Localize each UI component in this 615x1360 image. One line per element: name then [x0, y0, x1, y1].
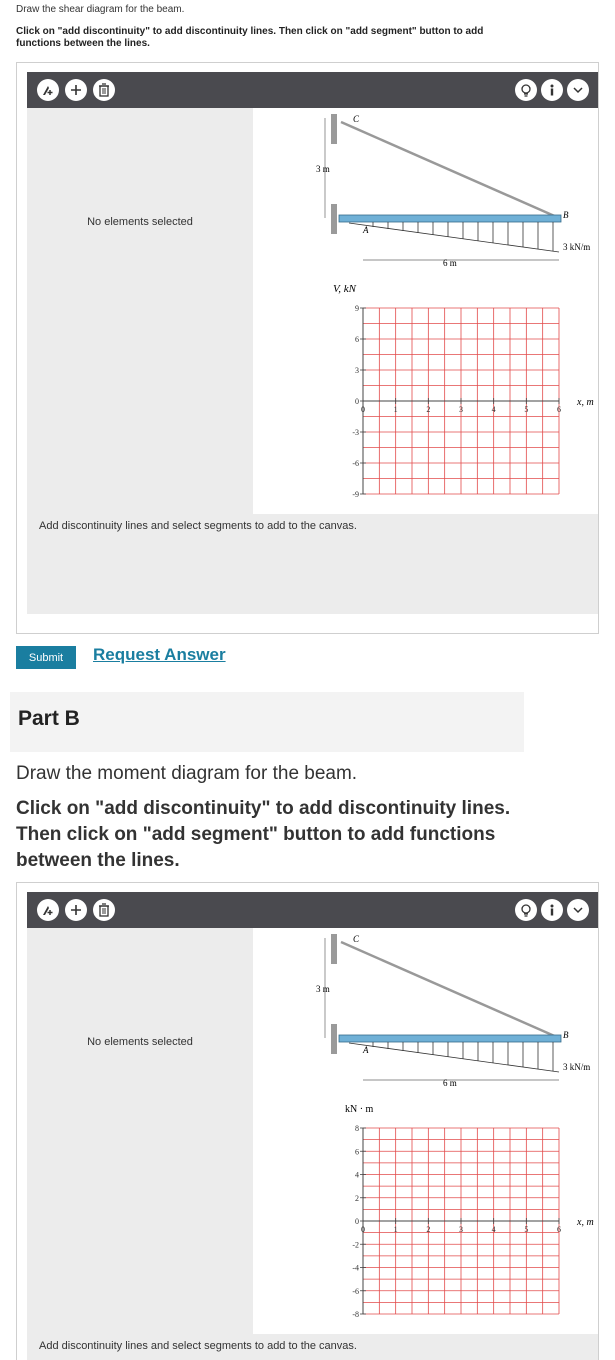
x-axis-label: x, m [577, 1217, 594, 1228]
y-axis-label: kN · m [345, 1104, 374, 1115]
length-label: 6 m [443, 258, 457, 268]
hint-icon [519, 83, 533, 97]
x-tick-label: 0 [361, 405, 365, 414]
load-profile [349, 1043, 559, 1072]
cable [341, 942, 559, 1038]
load-label: 3 kN/m [563, 1062, 591, 1072]
load-label: 3 kN/m [563, 242, 591, 252]
y-tick-label: 4 [355, 1170, 359, 1180]
y-tick-label: 0 [355, 397, 359, 406]
part-b-tool [16, 882, 599, 1360]
x-tick-label: 6 [557, 405, 561, 414]
y-tick-label: -4 [352, 1263, 359, 1273]
part-b-header [10, 692, 524, 752]
shear-grid [352, 304, 561, 499]
delete-button[interactable] [93, 899, 115, 921]
cable [341, 122, 559, 218]
y-tick-label: 0 [355, 1217, 359, 1226]
length-label: 6 m [443, 1078, 457, 1088]
wall-support-a [331, 204, 337, 234]
x-tick-label: 4 [491, 1225, 496, 1234]
info-icon [545, 83, 559, 97]
part-a-tool [16, 62, 599, 634]
canvas-message-area [27, 514, 598, 614]
expand-button[interactable] [567, 79, 589, 101]
x-tick-label: 2 [426, 405, 431, 414]
beam-figure [253, 928, 599, 1334]
x-tick-label: 5 [524, 405, 529, 414]
y-tick-label: -3 [352, 428, 359, 437]
add-segment-button[interactable] [65, 899, 87, 921]
point-b-label: B [563, 1030, 569, 1040]
info-button[interactable] [541, 899, 563, 921]
x-tick-label: 6 [557, 1225, 561, 1234]
x-tick-label: 1 [393, 405, 398, 414]
x-tick-label: 5 [524, 1225, 529, 1234]
y-tick-label: -2 [352, 1240, 359, 1250]
y-tick-label: -8 [352, 1310, 359, 1319]
toolbar [27, 72, 598, 108]
expand-button[interactable] [567, 899, 589, 921]
x-axis-label: x, m [577, 397, 594, 408]
point-c-label: C [353, 934, 360, 944]
point-a-label: A [363, 225, 369, 235]
x-tick-label: 3 [459, 405, 463, 414]
beam [339, 215, 561, 222]
add-discontinuity-icon [41, 83, 55, 97]
canvas-message: Add discontinuity lines and select segments to add to the canvas. [39, 1340, 357, 1352]
drawing-canvas[interactable] [253, 928, 598, 1334]
hint-icon [519, 903, 533, 917]
selection-panel [27, 928, 253, 1334]
submit-button[interactable]: Submit [16, 646, 76, 669]
add-segment-icon [69, 903, 83, 917]
point-c-label: C [353, 114, 360, 124]
canvas-message: Add discontinuity lines and select segments to add to the canvas. [39, 520, 357, 532]
toolbar [27, 892, 598, 928]
hint-button[interactable] [515, 899, 537, 921]
delete-button[interactable] [93, 79, 115, 101]
y-tick-label: -9 [352, 490, 359, 499]
moment-grid [352, 1124, 561, 1319]
no-selection-text: No elements selected [87, 216, 193, 228]
part-b-instructions: Click on "add discontinuity" to add discontinuity lines. Then click on "add segment" button to add functions between the lines. [16, 798, 511, 871]
info-icon [545, 903, 559, 917]
selection-panel [27, 108, 253, 514]
trash-icon [98, 903, 110, 917]
add-discontinuity-button[interactable] [37, 899, 59, 921]
wall-support-c [331, 934, 337, 964]
add-segment-icon [69, 83, 83, 97]
point-b-label: B [563, 210, 569, 220]
canvas-message-area [27, 1334, 598, 1360]
add-segment-button[interactable] [65, 79, 87, 101]
x-tick-label: 0 [361, 1225, 365, 1234]
part-b-question: Draw the moment diagram for the beam. [16, 763, 358, 784]
part-b-title: Part B [18, 707, 80, 730]
y-tick-label: -6 [352, 1286, 359, 1296]
wall-support-c [331, 114, 337, 144]
y-axis-label: V, kN [333, 283, 357, 295]
add-discontinuity-button[interactable] [37, 79, 59, 101]
y-tick-label: 8 [355, 1124, 359, 1133]
y-tick-label: -6 [352, 459, 359, 468]
x-tick-label: 4 [491, 405, 496, 414]
y-tick-label: 3 [355, 366, 359, 375]
request-answer-link[interactable]: Request Answer [93, 645, 226, 664]
add-discontinuity-icon [41, 903, 55, 917]
y-tick-label: 6 [355, 335, 359, 344]
hint-button[interactable] [515, 79, 537, 101]
info-button[interactable] [541, 79, 563, 101]
y-tick-label: 6 [355, 1147, 359, 1157]
wall-support-a [331, 1024, 337, 1054]
part-a-question: Draw the shear diagram for the beam. [16, 4, 185, 15]
height-label: 3 m [316, 164, 330, 174]
load-arrows [373, 222, 553, 251]
y-tick-label: 2 [355, 1193, 359, 1203]
drawing-canvas[interactable] [253, 108, 598, 514]
trash-icon [98, 83, 110, 97]
height-label: 3 m [316, 984, 330, 994]
chevron-down-icon [572, 84, 584, 96]
part-a-instructions: Click on "add discontinuity" to add discontinuity lines. Then click on "add segment" button to add functions between the lines. [16, 26, 484, 49]
x-tick-label: 2 [426, 1225, 431, 1234]
y-tick-label: 9 [355, 304, 359, 313]
chevron-down-icon [572, 904, 584, 916]
beam [339, 1035, 561, 1042]
point-a-label: A [363, 1045, 369, 1055]
load-arrows [373, 1042, 553, 1071]
no-selection-text: No elements selected [87, 1036, 193, 1048]
load-profile [349, 223, 559, 252]
x-tick-label: 3 [459, 1225, 463, 1234]
x-tick-label: 1 [393, 1225, 398, 1234]
beam-figure [253, 108, 599, 514]
